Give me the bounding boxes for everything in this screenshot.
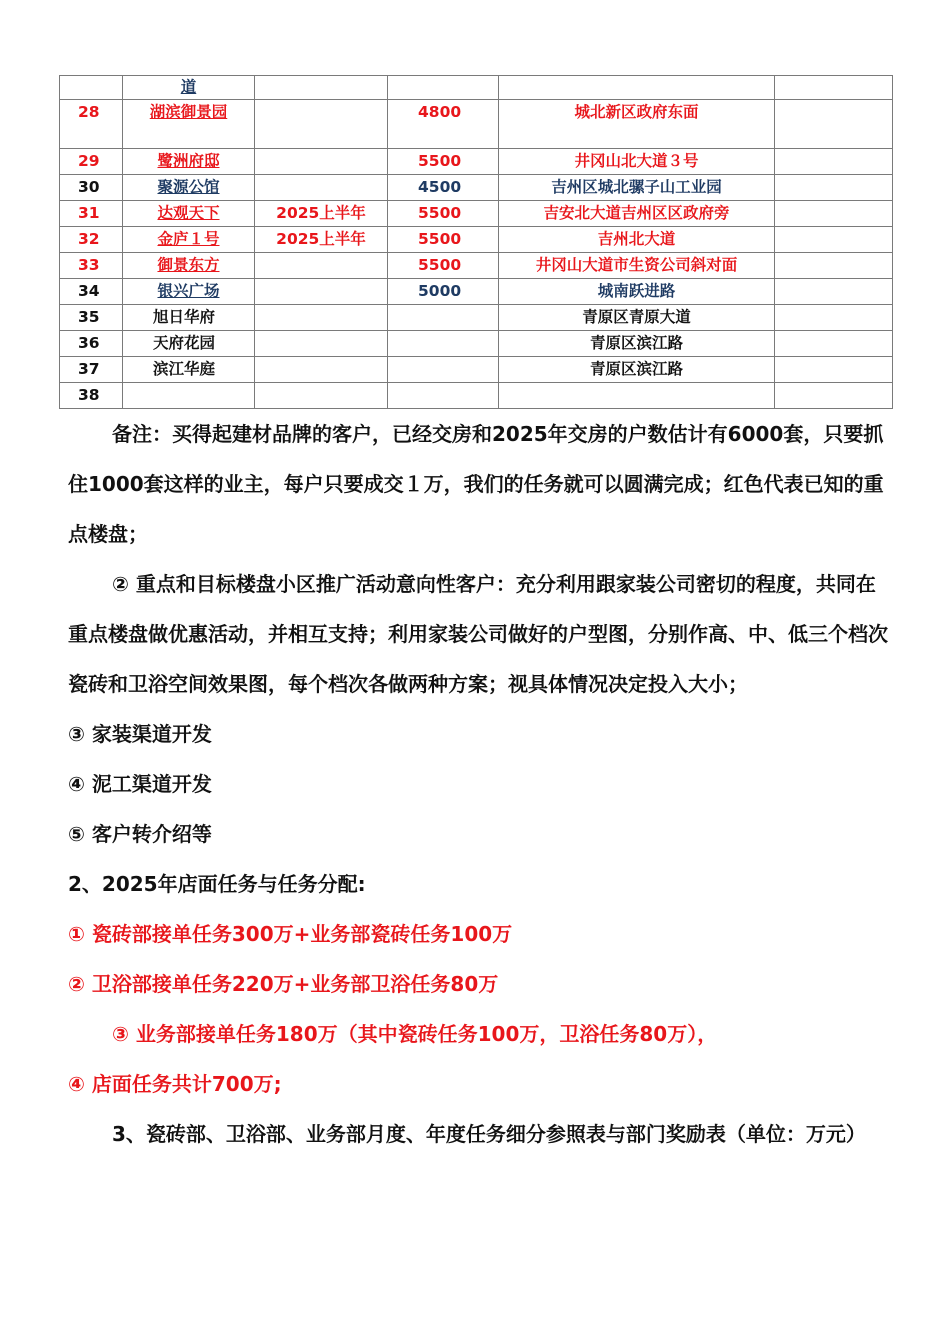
property-table bbox=[59, 75, 893, 409]
property-name-text: 滨江华庭 bbox=[153, 360, 216, 378]
extra-cell bbox=[775, 357, 893, 383]
property-name-text: 道 bbox=[180, 78, 197, 96]
delivery-date: 2025上半年 bbox=[255, 201, 388, 227]
unit-price: 5500 bbox=[388, 227, 499, 253]
property-name bbox=[123, 279, 255, 305]
unit-price: 5500 bbox=[388, 253, 499, 279]
unit-price bbox=[388, 76, 499, 100]
item-5: ⑤ 客户转介绍等 bbox=[68, 822, 212, 846]
table-row bbox=[60, 227, 893, 253]
unit-price bbox=[388, 383, 499, 409]
table-row bbox=[60, 201, 893, 227]
location: 青原区滨江路 bbox=[499, 357, 775, 383]
section-2-heading: 2、2025年店面任务与任务分配: bbox=[68, 872, 366, 896]
unit-price: 5500 bbox=[388, 201, 499, 227]
table-row bbox=[60, 175, 893, 201]
item-4: ④ 泥工渠道开发 bbox=[68, 772, 212, 796]
property-name bbox=[123, 253, 255, 279]
delivery-date bbox=[255, 383, 388, 409]
delivery-date: 2025上半年 bbox=[255, 227, 388, 253]
table-row bbox=[60, 331, 893, 357]
property-name bbox=[123, 305, 255, 331]
property-name-text: 银兴广场 bbox=[157, 282, 220, 300]
row-number: 34 bbox=[60, 279, 123, 305]
table-row bbox=[60, 383, 893, 409]
property-name bbox=[123, 175, 255, 201]
row-number: 29 bbox=[60, 149, 123, 175]
table-row bbox=[60, 100, 893, 149]
task-3: ③ 业务部接单任务180万（其中瓷砖任务100万，卫浴任务80万）， bbox=[112, 1022, 718, 1046]
location: 吉安北大道吉州区区政府旁 bbox=[499, 201, 775, 227]
table-row bbox=[60, 149, 893, 175]
row-number bbox=[60, 76, 123, 100]
delivery-date bbox=[255, 253, 388, 279]
delivery-date bbox=[255, 76, 388, 100]
task-4: ④ 店面任务共计700万; bbox=[68, 1072, 282, 1096]
table-row bbox=[60, 357, 893, 383]
extra-cell bbox=[775, 331, 893, 357]
row-number: 32 bbox=[60, 227, 123, 253]
location: 青原区滨江路 bbox=[499, 331, 775, 357]
unit-price: 4500 bbox=[388, 175, 499, 201]
row-number: 35 bbox=[60, 305, 123, 331]
row-number: 37 bbox=[60, 357, 123, 383]
property-name-text: 湖滨御景园 bbox=[149, 103, 228, 121]
extra-cell bbox=[775, 253, 893, 279]
row-number: 31 bbox=[60, 201, 123, 227]
delivery-date bbox=[255, 331, 388, 357]
delivery-date bbox=[255, 175, 388, 201]
extra-cell bbox=[775, 227, 893, 253]
extra-cell bbox=[775, 100, 893, 149]
property-name-text: 金庐１号 bbox=[157, 230, 220, 248]
unit-price bbox=[388, 331, 499, 357]
property-name-text: 天府花园 bbox=[153, 334, 216, 352]
location: 城南跃进路 bbox=[499, 279, 775, 305]
location: 井冈山大道市生资公司斜对面 bbox=[499, 253, 775, 279]
property-name bbox=[123, 357, 255, 383]
property-name-text: 鹭洲府邸 bbox=[157, 152, 220, 170]
unit-price bbox=[388, 357, 499, 383]
extra-cell bbox=[775, 175, 893, 201]
body-text bbox=[68, 409, 894, 1159]
property-name bbox=[123, 227, 255, 253]
delivery-date bbox=[255, 149, 388, 175]
extra-cell bbox=[775, 383, 893, 409]
row-number: 28 bbox=[60, 100, 123, 149]
property-name bbox=[123, 201, 255, 227]
task-2: ② 卫浴部接单任务220万+业务部卫浴任务80万 bbox=[68, 972, 499, 996]
extra-cell bbox=[775, 305, 893, 331]
property-name bbox=[123, 76, 255, 100]
delivery-date bbox=[255, 305, 388, 331]
location: 吉州北大道 bbox=[499, 227, 775, 253]
table-row bbox=[60, 279, 893, 305]
property-name-text: 御景东方 bbox=[157, 256, 220, 274]
property-name bbox=[123, 383, 255, 409]
unit-price: 4800 bbox=[388, 100, 499, 149]
property-name bbox=[123, 100, 255, 149]
task-1: ① 瓷砖部接单任务300万+业务部瓷砖任务100万 bbox=[68, 922, 513, 946]
table-row bbox=[60, 253, 893, 279]
table-row bbox=[60, 305, 893, 331]
row-number: 33 bbox=[60, 253, 123, 279]
property-name-text: 聚源公馆 bbox=[157, 178, 220, 196]
delivery-date bbox=[255, 357, 388, 383]
location bbox=[499, 76, 775, 100]
property-name-text: 达观天下 bbox=[157, 204, 220, 222]
extra-cell bbox=[775, 149, 893, 175]
table-row bbox=[60, 76, 893, 100]
item-2-paragraph: ② 重点和目标楼盘小区推广活动意向性客户：充分利用跟家装公司密切的程度，共同在重点楼盘做优惠活动，并相互支持；利用家装公司做好的户型图，分别作高、中、低三个档次瓷砖和卫浴空间效果图，每个档次各做两种方案；视具体情况决定投入大小； bbox=[68, 572, 888, 696]
extra-cell bbox=[775, 76, 893, 100]
property-name bbox=[123, 331, 255, 357]
unit-price: 5500 bbox=[388, 149, 499, 175]
location: 青原区青原大道 bbox=[499, 305, 775, 331]
unit-price bbox=[388, 305, 499, 331]
row-number: 30 bbox=[60, 175, 123, 201]
item-3: ③ 家装渠道开发 bbox=[68, 722, 212, 746]
property-name bbox=[123, 149, 255, 175]
location: 吉州区城北骡子山工业园 bbox=[499, 175, 775, 201]
location bbox=[499, 383, 775, 409]
extra-cell bbox=[775, 279, 893, 305]
unit-price: 5000 bbox=[388, 279, 499, 305]
row-number: 36 bbox=[60, 331, 123, 357]
note-paragraph: 备注：买得起建材品牌的客户，已经交房和2025年交房的户数估计有6000套，只要抓住1000套这样的业主，每户只要成交１万，我们的任务就可以圆满完成；红色代表已知的重点楼盘； bbox=[68, 422, 884, 546]
location: 井冈山北大道３号 bbox=[499, 149, 775, 175]
location: 城北新区政府东面 bbox=[499, 100, 775, 149]
row-number: 38 bbox=[60, 383, 123, 409]
delivery-date bbox=[255, 279, 388, 305]
section-3-heading: 3、瓷砖部、卫浴部、业务部月度、年度任务细分参照表与部门奖励表（单位：万元） bbox=[112, 1122, 866, 1146]
property-name-text: 旭日华府 bbox=[153, 308, 216, 326]
delivery-date bbox=[255, 100, 388, 149]
extra-cell bbox=[775, 201, 893, 227]
